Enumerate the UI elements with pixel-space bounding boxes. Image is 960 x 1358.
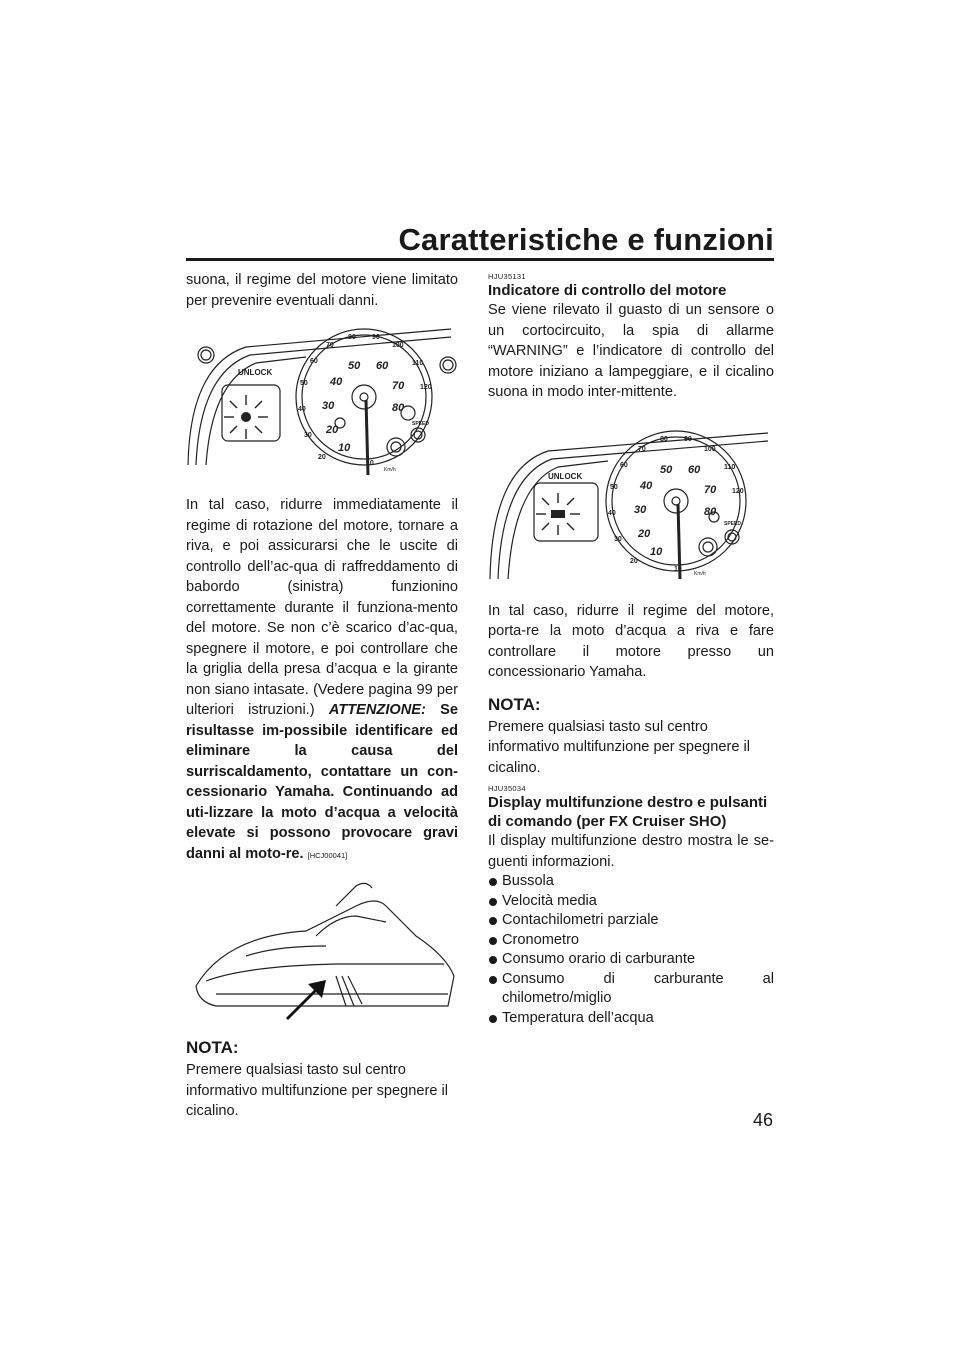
section-code-1: HJU35131 <box>488 272 526 281</box>
gauge-tick-30: 30 <box>304 432 312 439</box>
nota-title-left: NOTA: <box>186 1038 239 1057</box>
gauge-tick-40: 40 <box>298 406 306 413</box>
page-title: Caratteristiche e funzioni <box>398 222 774 257</box>
nota-text-right: Premere qualsiasi tasto sul centro informativo multifunzione per spegnere il cicalino. <box>488 718 751 776</box>
page-number: 46 <box>752 1110 773 1130</box>
nota-title-right: NOTA: <box>488 694 541 714</box>
gauge2-inner-10: 10 <box>650 545 663 558</box>
right-column <box>488 270 774 1028</box>
gauge-tick-20: 20 <box>318 454 326 461</box>
gauge2-inner-60: 60 <box>688 463 701 476</box>
list-item: Bussola <box>488 872 774 892</box>
list-item: Velocità media <box>488 892 774 912</box>
gauge2-inner-20: 20 <box>638 527 651 540</box>
section-heading-2: Display multifunzione destro e pulsanti di comando (per FX Cruiser SHO) <box>488 794 768 830</box>
header-rule <box>186 258 774 261</box>
warning-code: [HCJ00041] <box>307 850 348 860</box>
watercraft-figure <box>186 876 458 1026</box>
gauge2-tick-30: 30 <box>614 535 622 543</box>
gauge-tick-10: 10 <box>366 460 374 467</box>
list-item: Temperatura dell’acqua <box>488 1009 774 1029</box>
gauge-tick-60: 60 <box>310 358 318 365</box>
warning-text: Se risultasse im-possibile identificare ed eliminare la causa del surriscaldamento, contattare un con-cessionario Yamaha. Continuando ad uti-lizzare la moto d’acqua a velocità elevate si possono provocare gravi danni al moto-re. <box>186 702 459 862</box>
speed-label-2: SPEED <box>724 520 741 527</box>
gauge2-tick-80: 80 <box>660 435 668 443</box>
gauge2-tick-20: 20 <box>630 557 638 565</box>
gauge2-inner-30: 30 <box>634 503 647 516</box>
speed-label: SPEED <box>412 421 429 427</box>
gauge-figure-engine-check <box>488 419 774 589</box>
gauge-inner-80: 80 <box>392 402 405 414</box>
gauge2-unit: Km/h <box>694 570 706 577</box>
info-list <box>488 872 774 1028</box>
gauge2-inner-40: 40 <box>640 479 653 492</box>
gauge2-inner-80: 80 <box>704 505 717 518</box>
gauge-unit: Km/h <box>384 467 396 473</box>
gauge-inner-70: 70 <box>392 380 405 392</box>
gauge2-tick-90: 90 <box>684 435 692 443</box>
gauge2-tick-110: 110 <box>724 463 736 471</box>
gauge-inner-60: 60 <box>376 360 389 372</box>
unlock-label: UNLOCK <box>238 368 273 377</box>
list-item: Cronometro <box>488 931 774 951</box>
list-item: Consumo orario di carburante <box>488 950 774 970</box>
left-paragraph-2 <box>186 495 458 866</box>
gauge2-tick-120: 120 <box>732 487 744 495</box>
gauge2-tick-60: 60 <box>620 461 628 469</box>
section-code-2: HJU35034 <box>488 784 526 793</box>
right-paragraph-1: Se viene rilevato il guasto di un sensore o un cortocircuito, la spia di allarme “WARNING” e l’indicatore di controllo del motore iniziano a lampeggiare, e il cicalino suona in modo inter-mittente. <box>488 302 774 400</box>
gauge-inner-20: 20 <box>326 424 339 436</box>
list-item: Consumo di carburante al chilometro/miglio <box>488 970 774 1009</box>
gauge-inner-30: 30 <box>322 400 335 412</box>
gauge-inner-10: 10 <box>338 442 351 454</box>
list-item: Contachilometri parziale <box>488 911 774 931</box>
gauge2-tick-10: 10 <box>674 565 682 573</box>
gauge2-tick-100: 100 <box>704 445 716 453</box>
gauge-figure-overheat <box>186 325 458 485</box>
gauge2-inner-70: 70 <box>704 483 717 496</box>
gauge2-tick-70: 70 <box>638 445 646 453</box>
gauge-tick-80: 80 <box>348 334 356 341</box>
right-paragraph-3: Il display multifunzione destro mostra le se-guenti informazioni. <box>488 833 774 870</box>
gauge2-tick-50: 50 <box>610 483 618 491</box>
warning-label: ATTENZIONE: <box>328 702 426 718</box>
gauge-inner-50: 50 <box>348 360 361 372</box>
gauge-tick-100: 100 <box>392 342 404 349</box>
right-paragraph-2: In tal caso, ridurre il regime del motore, porta-re la moto d’acqua a riva e fare controllare il motore presso un concessionario Yamaha. <box>488 602 774 680</box>
left-paragraph-2-text: In tal caso, ridurre immediatamente il regime di rotazione del motore, tornare a riva, e poi assicurarsi che le uscite di controllo dell’ac-qua di raffreddamento di babordo (sinistra) funzionino correttamente durante il funziona-mento del motore. Se non c’è scarico d’ac-qua, spegnere il motore, e poi controllare che la griglia della presa d’acqua e la girante non siano intasate. (Vedere pagina 99 per ulteriori istruzioni.) <box>186 497 458 718</box>
gauge-tick-120: 120 <box>420 384 432 391</box>
gauge-tick-110: 110 <box>412 360 424 367</box>
gauge-tick-70: 70 <box>326 342 334 349</box>
nota-text-left: Premere qualsiasi tasto sul centro informativo multifunzione per spegnere il cicalino. <box>186 1062 449 1119</box>
gauge-tick-50: 50 <box>300 380 308 387</box>
gauge-tick-90: 90 <box>372 334 380 341</box>
left-column <box>186 270 458 1122</box>
unlock-label-2: UNLOCK <box>548 471 583 481</box>
section-heading-1: Indicatore di controllo del motore <box>488 282 727 299</box>
gauge2-tick-40: 40 <box>608 509 616 517</box>
gauge-inner-40: 40 <box>330 376 343 388</box>
left-paragraph-1: suona, il regime del motore viene limitato per prevenire eventuali danni. <box>186 272 458 309</box>
gauge2-inner-50: 50 <box>660 463 673 476</box>
